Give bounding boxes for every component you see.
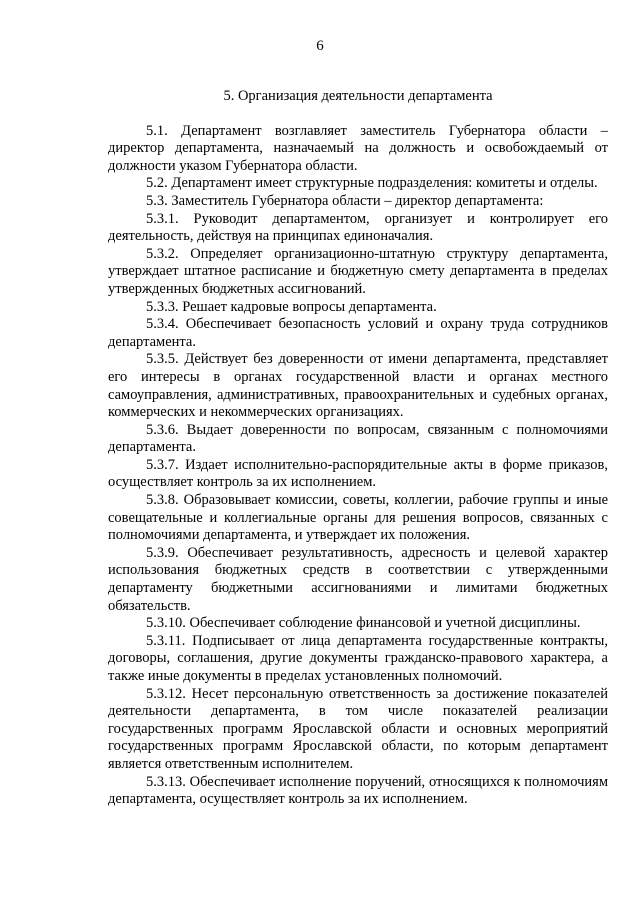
paragraph-5-1: 5.1. Департамент возглавляет заместитель Губернатора области – директор департамента, назначаемый на должность и освобождаемый от должности указом Губернатора области. <box>108 122 608 174</box>
page-number: 6 <box>316 38 324 54</box>
paragraph-5-3-8: 5.3.8. Образовывает комиссии, советы, коллегии, рабочие группы и иные совещательные и коллегиальные органы для решения вопросов, связанных с полномочиями департамента, и утверждает их положения. <box>108 492 608 544</box>
paragraph-5-3-1: 5.3.1. Руководит департаментом, организует и контролирует его деятельность, действуя на принципах единоначалия. <box>108 210 608 245</box>
paragraph-5-3-6: 5.3.6. Выдает доверенности по вопросам, связанным с полномочиями департамента. <box>108 421 608 456</box>
paragraph-5-3-7: 5.3.7. Издает исполнительно-распорядительные акты в форме приказов, осуществляет контроль за их исполнением. <box>108 456 608 491</box>
paragraph-5-3-13: 5.3.13. Обеспечивает исполнение поручений, относящихся к полномочиям департамента, осуществляет контроль за их исполнением. <box>108 773 608 808</box>
paragraph-5-3-10: 5.3.10. Обеспечивает соблюдение финансовой и учетной дисциплины. <box>146 615 581 632</box>
paragraph-5-3-3: 5.3.3. Решает кадровые вопросы департамента. <box>146 298 437 315</box>
paragraph-5-3-9: 5.3.9. Обеспечивает результативность, адресность и целевой характер использования бюджетных средств в соответствии с утвержденными департаменту бюджетными ассигнованиями и лимитами бюджетных обязательств. <box>108 544 608 614</box>
paragraph-5-3-2: 5.3.2. Определяет организационно-штатную структуру департамента, утверждает штатное расписание и бюджетную смету департамента в пределах утвержденных бюджетных ассигнований. <box>108 245 608 297</box>
paragraph-5-3-5: 5.3.5. Действует без доверенности от имени департамента, представляет его интересы в органах государственной власти и органах местного самоуправления, административных, правоохранительных и судебных органах, коммерческих и некоммерческих организациях. <box>108 351 608 421</box>
paragraph-5-3-12: 5.3.12. Несет персональную ответственность за достижение показателей деятельности департамента, в том числе показателей реализации государственных программ Ярославской области и основных мероприятий государственных программ Ярославской области, по которым департамент является ответственным исполнителем. <box>108 685 608 772</box>
paragraph-5-2: 5.2. Департамент имеет структурные подразделения: комитеты и отделы. <box>146 175 598 192</box>
paragraph-5-3-4: 5.3.4. Обеспечивает безопасность условий и охрану труда сотрудников департамента. <box>108 316 608 350</box>
section-title: 5. Организация деятельности департамента <box>223 88 493 104</box>
document-body <box>108 88 608 809</box>
paragraph-5-3: 5.3. Заместитель Губернатора области – директор департамента: <box>146 192 544 209</box>
paragraph-5-3-11: 5.3.11. Подписывает от лица департамента государственные контракты, договоры, соглашения, другие документы гражданско-правового характера, а также иные документы в пределах установленных полномочий. <box>108 632 608 684</box>
